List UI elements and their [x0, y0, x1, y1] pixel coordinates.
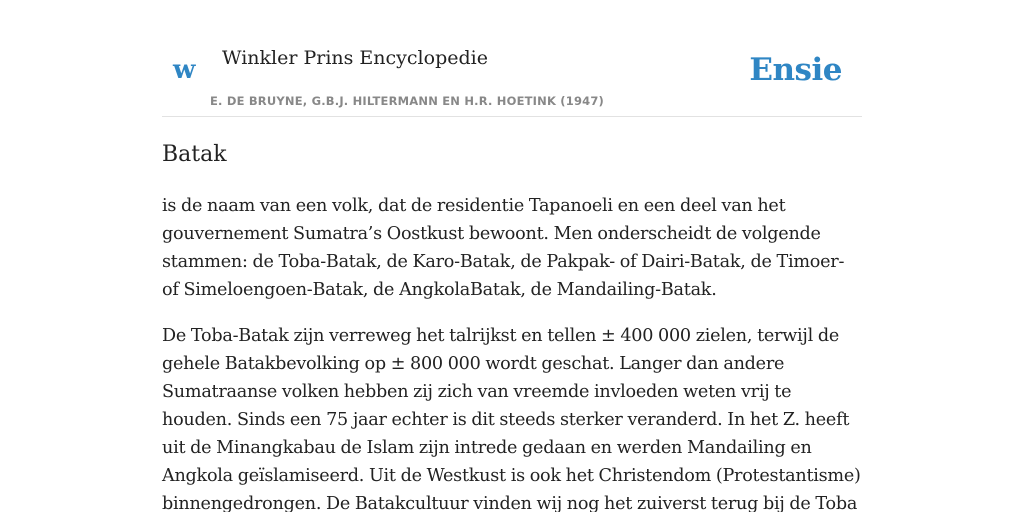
article	[162, 140, 862, 512]
publication-authors: E. DE BRUYNE, G.B.J. HILTERMANN EN H.R. HOETINK (1947)	[210, 94, 605, 108]
article-title: Batak	[162, 142, 227, 167]
site-header	[162, 0, 862, 117]
article-paragraph: De Toba-Batak zijn verreweg het talrijkst en tellen ± 400 000 zielen, terwijl de gehele Batakbevolking op ± 800 000 wordt geschat. Langer dan andere Sumatraanse volken hebben zij zich van vreemde invloeden weten vrij te houden. Sinds een 75 jaar echter is dit steeds sterker veranderd. In het Z. heeft uit de Minangkabau de Islam zijn intrede gedaan en werden Mandailing en Angkola geïslamiseerd. Uit de Westkust is ook het Christendom (Protestantisme) binnengedrongen. De Batakcultuur vinden wij nog het zuiverst terug bij de Toba	[162, 326, 861, 512]
winkler-prins-logo-icon[interactable]: w	[173, 55, 196, 85]
ensie-logo[interactable]: Ensie	[749, 52, 842, 88]
publication-title[interactable]: Winkler Prins Encyclopedie	[222, 47, 488, 69]
article-paragraph: is de naam van een volk, dat de residentie Tapanoeli en een deel van het gouvernement Sumatra’s Oostkust bewoont. Men onderscheidt de volgende stammen: de Toba-Batak, de Karo-Batak, de Pakpak- of Dairi-Batak, de Timoer- of Simeloengoen-Batak, de AngkolaBatak, de Mandailing-Batak.	[162, 196, 845, 300]
